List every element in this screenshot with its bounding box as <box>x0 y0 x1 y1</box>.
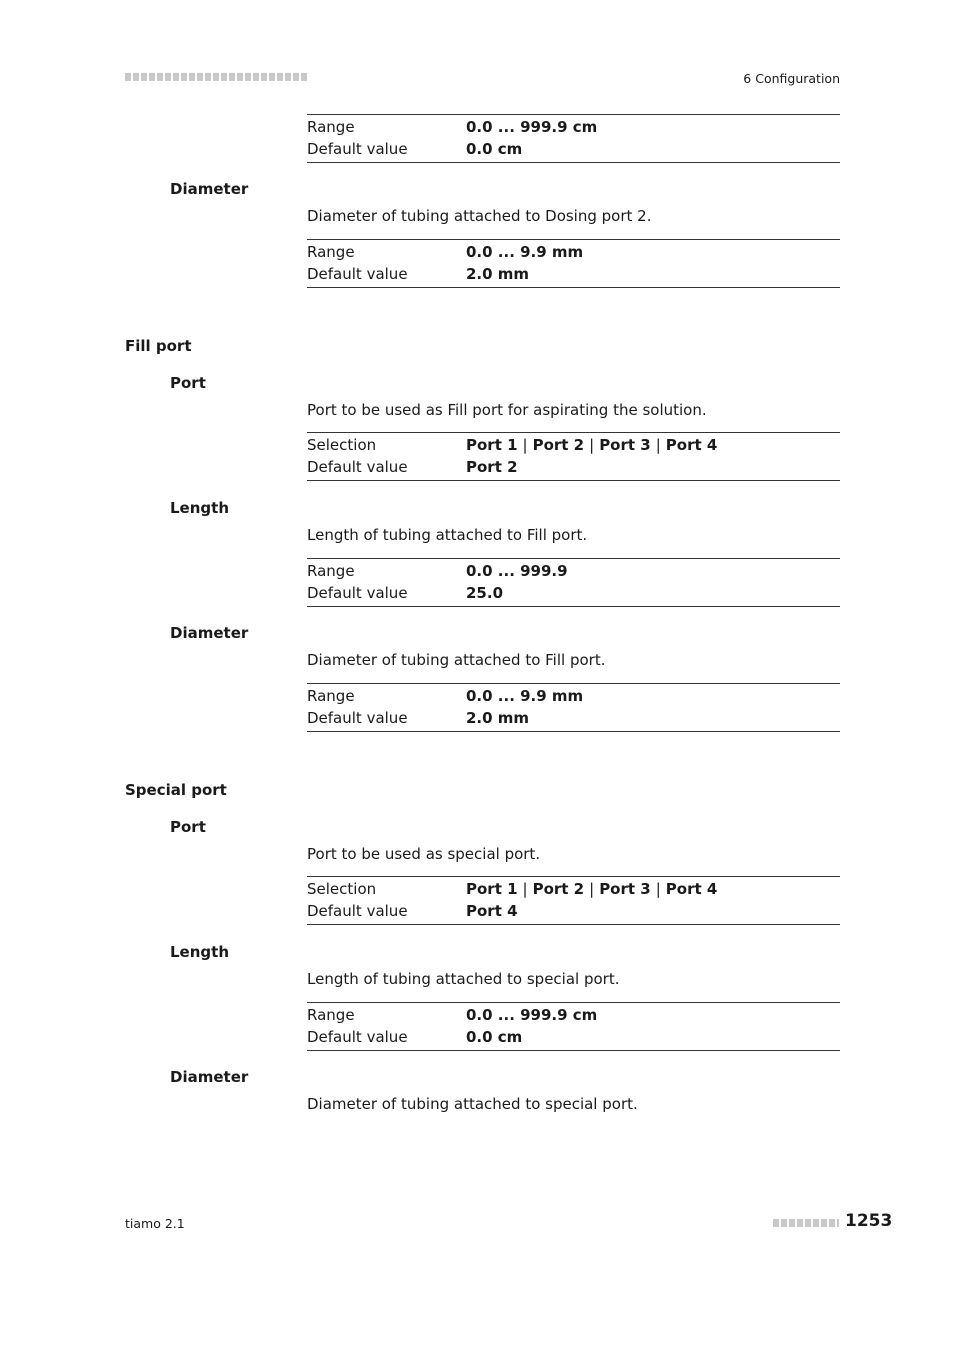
default-label: Default value <box>307 1028 408 1046</box>
option-separator: | <box>655 436 661 454</box>
default-label: Default value <box>307 265 408 283</box>
footer-product: tiamo 2.1 <box>125 1216 185 1231</box>
fill-port-length-description: Length of tubing attached to Fill port. <box>307 526 588 544</box>
table-row <box>307 434 840 456</box>
option-separator: | <box>522 436 528 454</box>
special-port-port-description: Port to be used as special port. <box>307 845 541 863</box>
table-row <box>307 707 840 729</box>
special-port-heading: Special port <box>125 781 227 799</box>
table-row <box>307 1004 840 1026</box>
fill-port-length-heading: Length <box>170 499 229 517</box>
fill-port-diameter-heading: Diameter <box>170 624 249 642</box>
default-value: Port 2 <box>466 458 518 476</box>
selection-label: Selection <box>307 880 377 898</box>
option-separator: | <box>655 880 661 898</box>
option-port-4: Port 4 <box>665 436 718 454</box>
table-row <box>307 456 840 478</box>
dosing-diameter-table <box>307 239 840 288</box>
table-row <box>307 241 840 263</box>
option-port-2: Port 2 <box>532 880 585 898</box>
fill-port-port-heading: Port <box>170 374 206 392</box>
option-port-3: Port 3 <box>599 436 651 454</box>
option-port-1: Port 1 <box>466 436 518 454</box>
fill-port-diameter-description: Diameter of tubing attached to Fill port. <box>307 651 606 669</box>
range-label: Range <box>307 243 355 261</box>
page-number: 1253 <box>845 1211 893 1231</box>
special-port-diameter-heading: Diameter <box>170 1068 249 1086</box>
table-row <box>307 263 840 285</box>
table-row <box>307 1026 840 1048</box>
range-label: Range <box>307 1006 355 1024</box>
table-row <box>307 878 840 900</box>
table-row <box>307 900 840 922</box>
fill-port-port-table <box>307 432 840 481</box>
option-port-2: Port 2 <box>532 436 585 454</box>
range-value: 0.0 ... 9.9 mm <box>466 243 584 261</box>
special-port-port-table <box>307 876 840 925</box>
default-label: Default value <box>307 458 408 476</box>
option-separator: | <box>589 436 595 454</box>
range-label: Range <box>307 687 355 705</box>
special-port-length-table <box>307 1002 840 1051</box>
default-value: Port 4 <box>466 902 518 920</box>
option-separator: | <box>589 880 595 898</box>
default-value: 0.0 cm <box>466 1028 523 1046</box>
default-label: Default value <box>307 584 408 602</box>
range-value: 0.0 ... 999.9 cm <box>466 1006 598 1024</box>
footer-decoration <box>773 1219 839 1227</box>
header-section-title: 6 Configuration <box>743 71 840 86</box>
table-row <box>307 582 840 604</box>
special-port-length-description: Length of tubing attached to special port. <box>307 970 620 988</box>
default-value: 0.0 cm <box>466 140 523 158</box>
option-port-1: Port 1 <box>466 880 518 898</box>
fill-port-diameter-table <box>307 683 840 732</box>
header-decoration <box>125 73 307 81</box>
option-port-4: Port 4 <box>665 880 718 898</box>
default-label: Default value <box>307 140 408 158</box>
fill-port-length-table <box>307 558 840 607</box>
default-value: 2.0 mm <box>466 265 530 283</box>
special-port-port-heading: Port <box>170 818 206 836</box>
default-value: 25.0 <box>466 584 504 602</box>
range-value: 0.0 ... 9.9 mm <box>466 687 584 705</box>
table-row <box>307 116 840 138</box>
dosing-diameter-description: Diameter of tubing attached to Dosing port 2. <box>307 207 652 225</box>
range-label: Range <box>307 562 355 580</box>
top-length-table <box>307 114 840 163</box>
special-port-diameter-description: Diameter of tubing attached to special port. <box>307 1095 638 1113</box>
selection-options <box>466 434 717 456</box>
range-value: 0.0 ... 999.9 <box>466 562 568 580</box>
option-port-3: Port 3 <box>599 880 651 898</box>
table-row <box>307 685 840 707</box>
default-label: Default value <box>307 709 408 727</box>
range-value: 0.0 ... 999.9 cm <box>466 118 598 136</box>
selection-options <box>466 878 717 900</box>
selection-label: Selection <box>307 436 377 454</box>
dosing-diameter-heading: Diameter <box>170 180 249 198</box>
table-row <box>307 138 840 160</box>
option-separator: | <box>522 880 528 898</box>
default-value: 2.0 mm <box>466 709 530 727</box>
range-label: Range <box>307 118 355 136</box>
fill-port-port-description: Port to be used as Fill port for aspirating the solution. <box>307 401 707 419</box>
special-port-length-heading: Length <box>170 943 229 961</box>
default-label: Default value <box>307 902 408 920</box>
fill-port-heading: Fill port <box>125 337 192 355</box>
table-row <box>307 560 840 582</box>
